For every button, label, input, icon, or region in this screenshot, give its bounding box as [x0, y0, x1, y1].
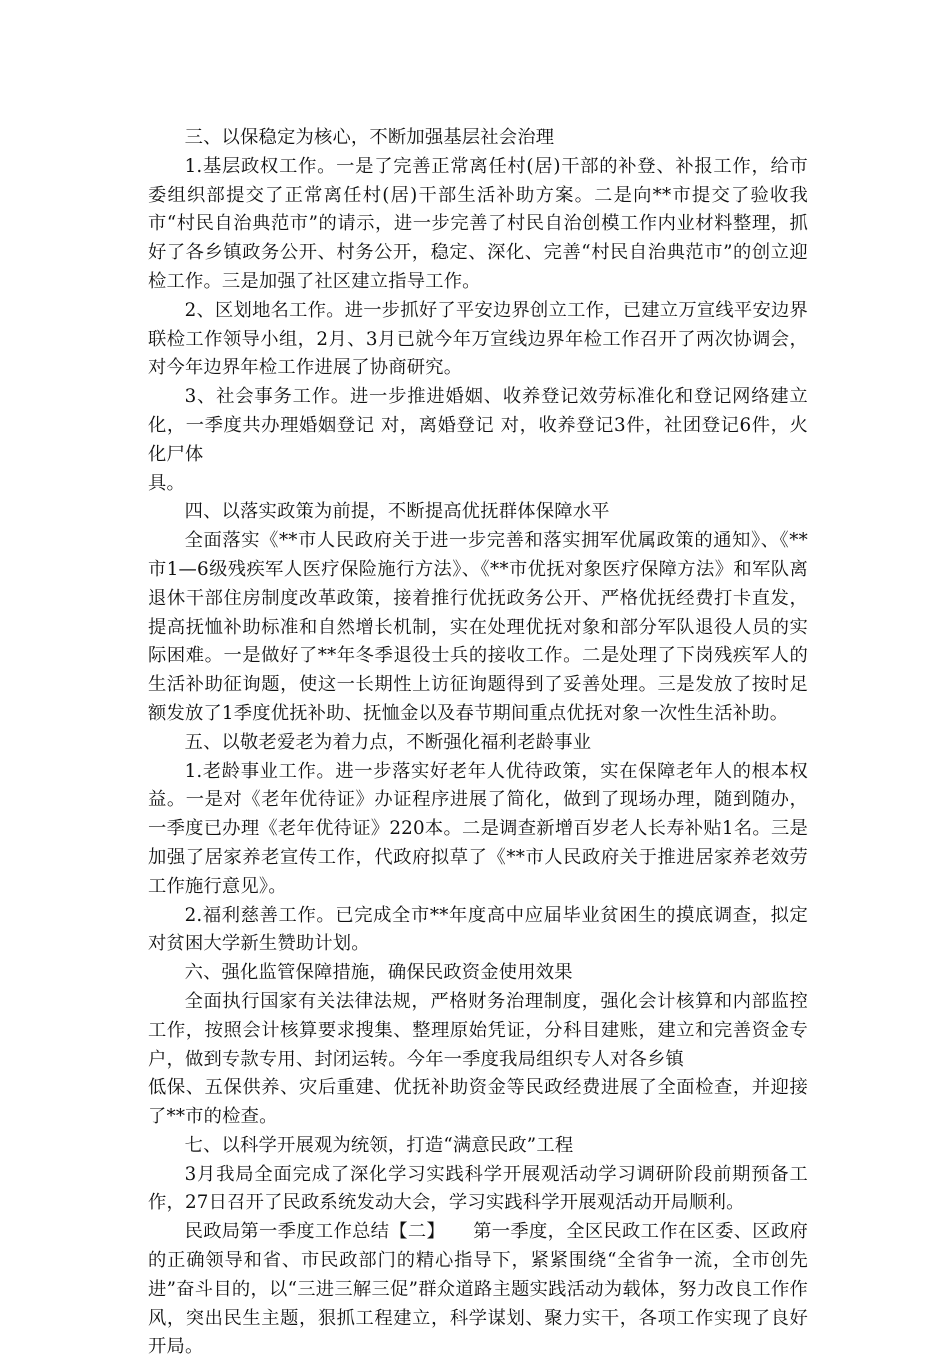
- section-heading-6: 六、强化监管保障措施，确保民政资金使用效果: [184, 962, 573, 984]
- paragraph-social-affairs: 3、社会事务工作。进一步推进婚姻、收养登记效劳标准化和登记网络建立化，一季度共办理婚姻登记 对，离婚登记 对，收养登记3件，社团登记6件，火化尸体: [148, 386, 808, 465]
- paragraph-fund-supervision: 全面执行国家有关法律法规，严格财务治理制度，强化会计核算和内部监控工作，按照会计核算要求搜集、整理原始凭证，分科目建账，建立和完善资金专户，做到专款专用、封闭运转。今年一季度我局组织专人对各乡镇: [148, 990, 808, 1070]
- paragraph-grassroots-governance: 1.基层政权工作。一是了完善正常离任村(居)干部的补登、补报工作，给市委组织部提交了正常离任村(居)干部生活补助方案。二是向**市提交了验收我市“村民自治典范市”的请示，进一步完善了村民自治创模工作内业材料整理，抓好了各乡镇政务公开、村务公开，稳定、深化、完善“村民自治典范市”的创立迎检工作。三是加强了社区建立指导工作。: [148, 155, 808, 292]
- paragraph-summary-part-two: 民政局第一季度工作总结【二】 第一季度，全区民政工作在区委、区政府的正确领导和省、市民政部门的精心指导下，紧紧围绕“全省争一流，全市创先进”奋斗目的，以“三进三解三促”群众道路主题实践活动为载体，努力改良工作作风，突出民生主题，狠抓工程建立，科学谋划、聚力实干，各项工作实现了良好开局。: [148, 1221, 808, 1358]
- section-heading-3: 三、以保稳定为核心，不断加强基层社会治理: [184, 127, 555, 148]
- section-heading-4: 四、以落实政策为前提，不断提高优抚群体保障水平: [184, 501, 610, 523]
- paragraph-welfare-charity: 2.福利慈善工作。已完成全市**年度高中应届毕业贫困生的摸底调查，拟定对贫困大学新生赞助计划。: [148, 904, 808, 955]
- paragraph-fund-supervision-tail: 低保、五保供养、灾后重建、优抚补助资金等民政经费进展了全面检查，并迎接了**市的检查。: [148, 1077, 808, 1128]
- paragraph-elderly-affairs: 1.老龄事业工作。进一步落实好老年人优待政策，实在保障老年人的根本权益。一是对《老年优待证》办证程序进展了简化，做到了现场办理，随到随办，一季度已办理《老年优待证》220本。二是调查新增百岁老人长寿补贴1名。三是加强了居家养老宣传工作，代政府拟草了《**市人民政府关于推进居家养老效劳工作施行意见》。: [148, 760, 808, 897]
- paragraph-social-affairs-tail: 具。: [148, 472, 185, 494]
- document-page: [148, 124, 808, 1362]
- section-heading-7: 七、以科学开展观为统领，打造“满意民政”工程: [184, 1134, 574, 1156]
- paragraph-preferential-policy: 全面落实《**市人民政府关于进一步完善和落实拥军优属政策的通知》、《**市1—6级残疾军人医疗保险施行方法》、《**市优抚对象医疗保障方法》和军队离退休干部住房制度改革政策，接着推行优抚政务公开、严格优抚经费打卡直发，提高抚恤补助标准和自然增长机制，实在处理优抚对象和部分军队退役人员的实际困难。一是做好了**年冬季退役士兵的接收工作。二是处理了下岗残疾军人的生活补助征询题，使这一长期性上访征询题得到了妥善处理。三是发放了按时足额发放了1季度优抚补助、抚恤金以及春节期间重点优抚对象一次性生活补助。: [148, 530, 808, 724]
- section-heading-5: 五、以敬老爱老为着力点，不断强化福利老龄事业: [184, 731, 592, 753]
- paragraph-place-names: 2、区划地名工作。进一步抓好了平安边界创立工作，已建立万宣线平安边界联检工作领导小组，2月、3月已就今年万宣线边界年检工作召开了两次协调会，对今年边界年检工作进展了协商研究。: [148, 299, 808, 379]
- paragraph-scientific-development: 3月我局全面完成了深化学习实践科学开展观活动学习调研阶段前期预备工作，27日召开了民政系统发动大会，学习实践科学开展观活动开局顺利。: [148, 1163, 808, 1214]
